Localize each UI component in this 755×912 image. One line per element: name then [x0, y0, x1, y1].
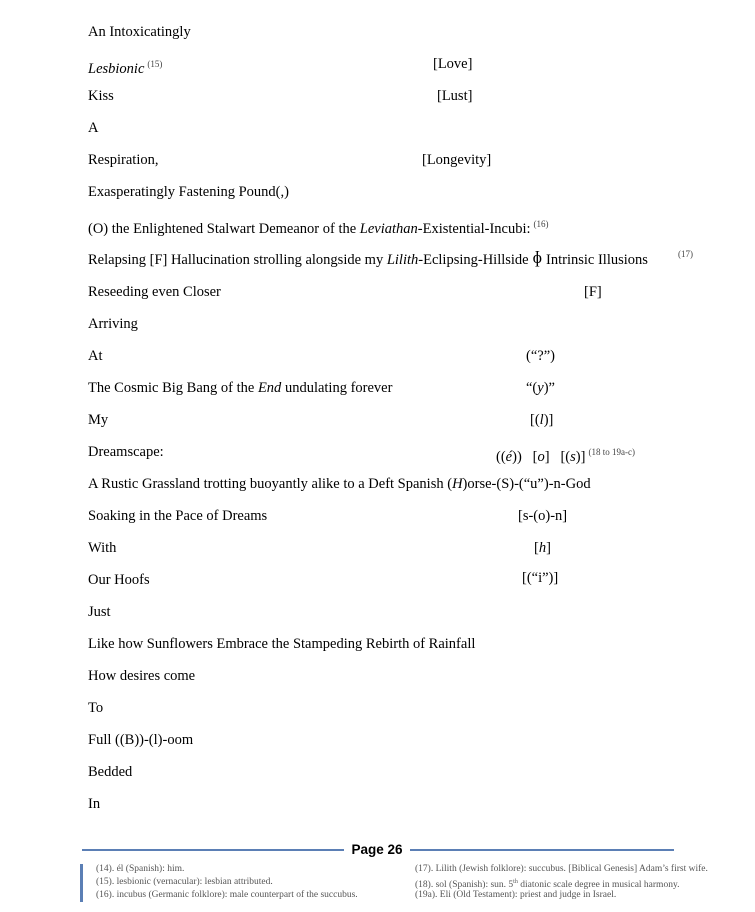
poem-line-25: In [88, 796, 101, 812]
footer-rule-left [82, 849, 344, 851]
poem-line-23: Full ((B))-(l)-oom [88, 732, 194, 748]
footnote-ref-17: (17) [678, 249, 693, 259]
quoted-y [526, 379, 555, 397]
footer-rule-right [410, 849, 674, 851]
poem-line-13: My [88, 412, 109, 428]
sol-e-letter: é [505, 449, 513, 465]
quoted-y-close: )” [543, 380, 555, 396]
quoted-question: (“?”) [526, 348, 555, 364]
poem-line-11: At [88, 348, 103, 364]
footnote-ref-18-19: (18 to 19a-c) [588, 447, 635, 457]
footnote-15: (15). lesbionic (vernacular): lesbian attributed. [96, 877, 273, 887]
bracket-love: [Love] [433, 56, 473, 72]
poem-line-6: Exasperatingly Fastening Pound(,) [88, 184, 289, 200]
bracket-l-letter: l [539, 412, 544, 428]
poem-word-end: End [257, 380, 282, 396]
sol-s-close: )] [575, 449, 586, 465]
poem-line-15-text-a: A Rustic Grassland trotting buoyantly alike to a Deft Spanish ( [88, 476, 453, 492]
bracket-f: [F] [584, 284, 602, 300]
sol-o-close: ] [544, 449, 550, 465]
bracket-l-open: [( [530, 412, 540, 428]
poem-line-14: Dreamscape: [88, 444, 164, 460]
poem-line-17: With [88, 540, 117, 556]
sol-e-close: )) [512, 449, 522, 465]
poem-line-9: Reseeding even Closer [88, 284, 221, 300]
bracket-h [534, 539, 551, 557]
page-number: Page 26 [351, 842, 403, 857]
footnote-bar [80, 864, 83, 902]
poem-line-16: Soaking in the Pace of Dreams [88, 508, 268, 524]
poem-line-8-text-c: Intrinsic Illusions [546, 252, 648, 268]
sol-s-open: [( [560, 449, 571, 465]
footnote-18-sup: th [513, 879, 518, 885]
sol-s-letter: s [570, 449, 576, 465]
phi-symbol-icon: ɸ [532, 248, 543, 267]
sol-o-letter: o [537, 449, 545, 465]
bracket-l [530, 411, 553, 429]
poem-line-1: An Intoxicatingly [88, 24, 191, 40]
poem-line-22: To [88, 700, 104, 716]
poem-line-4: A [88, 120, 99, 136]
poem-line-15-text-b: )orse-(S)-(“u”)-n-God [462, 476, 591, 492]
footnote-ref-15: (15) [147, 59, 163, 69]
poem-line-12-text-b: undulating forever [281, 380, 393, 396]
poem-line-20: Like how Sunflowers Embrace the Stampeding Rebirth of Rainfall [88, 636, 476, 652]
bracket-h-open: [ [534, 540, 539, 556]
footnote-17: (17). Lilith (Jewish folklore): succubus. [Biblical Genesis] Adam’s first wife. [415, 864, 708, 874]
poem-line-7-text-b: -Existential-Incubi: [417, 221, 531, 237]
quoted-y-letter: y [537, 380, 544, 396]
poem-word-lesbionic: Lesbionic [88, 61, 145, 77]
poem-letter-h: H [452, 476, 463, 492]
footnote-18-text-a: (18). sol (Spanish): sun. 5 [415, 880, 514, 890]
footnote-18-text-b: diatonic scale degree in musical harmony. [517, 880, 680, 890]
bracket-lust: [Lust] [437, 88, 473, 104]
poem-line-10: Arriving [88, 316, 138, 332]
poem-line-5: Respiration, [88, 152, 159, 168]
footnote-19a: (19a). Eli (Old Testament): priest and judge in Israel. [415, 890, 617, 900]
poem-line-18: Our Hoofs [88, 572, 150, 588]
bracket-h-close: ] [546, 540, 551, 556]
poem-line-3: Kiss [88, 88, 114, 104]
poem-line-12 [88, 379, 392, 397]
footnote-ref-16: (16) [533, 219, 549, 229]
poem-line-19: Just [88, 604, 111, 620]
poem-line-2 [88, 55, 162, 78]
sol-o-open: [ [532, 449, 538, 465]
bracket-h-letter: h [538, 540, 547, 556]
poem-line-8-text-a: Relapsing [F] Hallucination strolling alongside my [88, 252, 387, 268]
poem-word-leviathan: Leviathan [359, 221, 418, 237]
poem-line-21: How desires come [88, 668, 196, 684]
poem-line-7-text-a: (O) the Enlightened Stalwart Demeanor of the [88, 221, 360, 237]
poem-line-12-text-a: The Cosmic Big Bang of the [88, 380, 258, 396]
poem-line-24: Bedded [88, 764, 133, 780]
poem-line-8 [88, 248, 648, 269]
poem-line-15 [88, 475, 591, 493]
poem-line-7 [88, 215, 549, 238]
footnote-14: (14). él (Spanish): him. [96, 864, 185, 874]
poem-line-8-text-b: -Eclipsing-Hillside [418, 252, 529, 268]
bracket-longevity: [Longevity] [422, 152, 492, 168]
quoted-y-open: “( [526, 380, 538, 396]
poem-word-lilith: Lilith [386, 252, 419, 268]
bracket-l-close: )] [543, 412, 554, 428]
sol-e-open: (( [496, 449, 506, 465]
footnote-16: (16). incubus (Germanic folklore): male counterpart of the succubus. [96, 890, 358, 900]
sol-letters [496, 443, 635, 466]
bracket-i: [(“i”)] [522, 570, 559, 586]
bracket-son: [s-(o)-n] [518, 508, 568, 524]
